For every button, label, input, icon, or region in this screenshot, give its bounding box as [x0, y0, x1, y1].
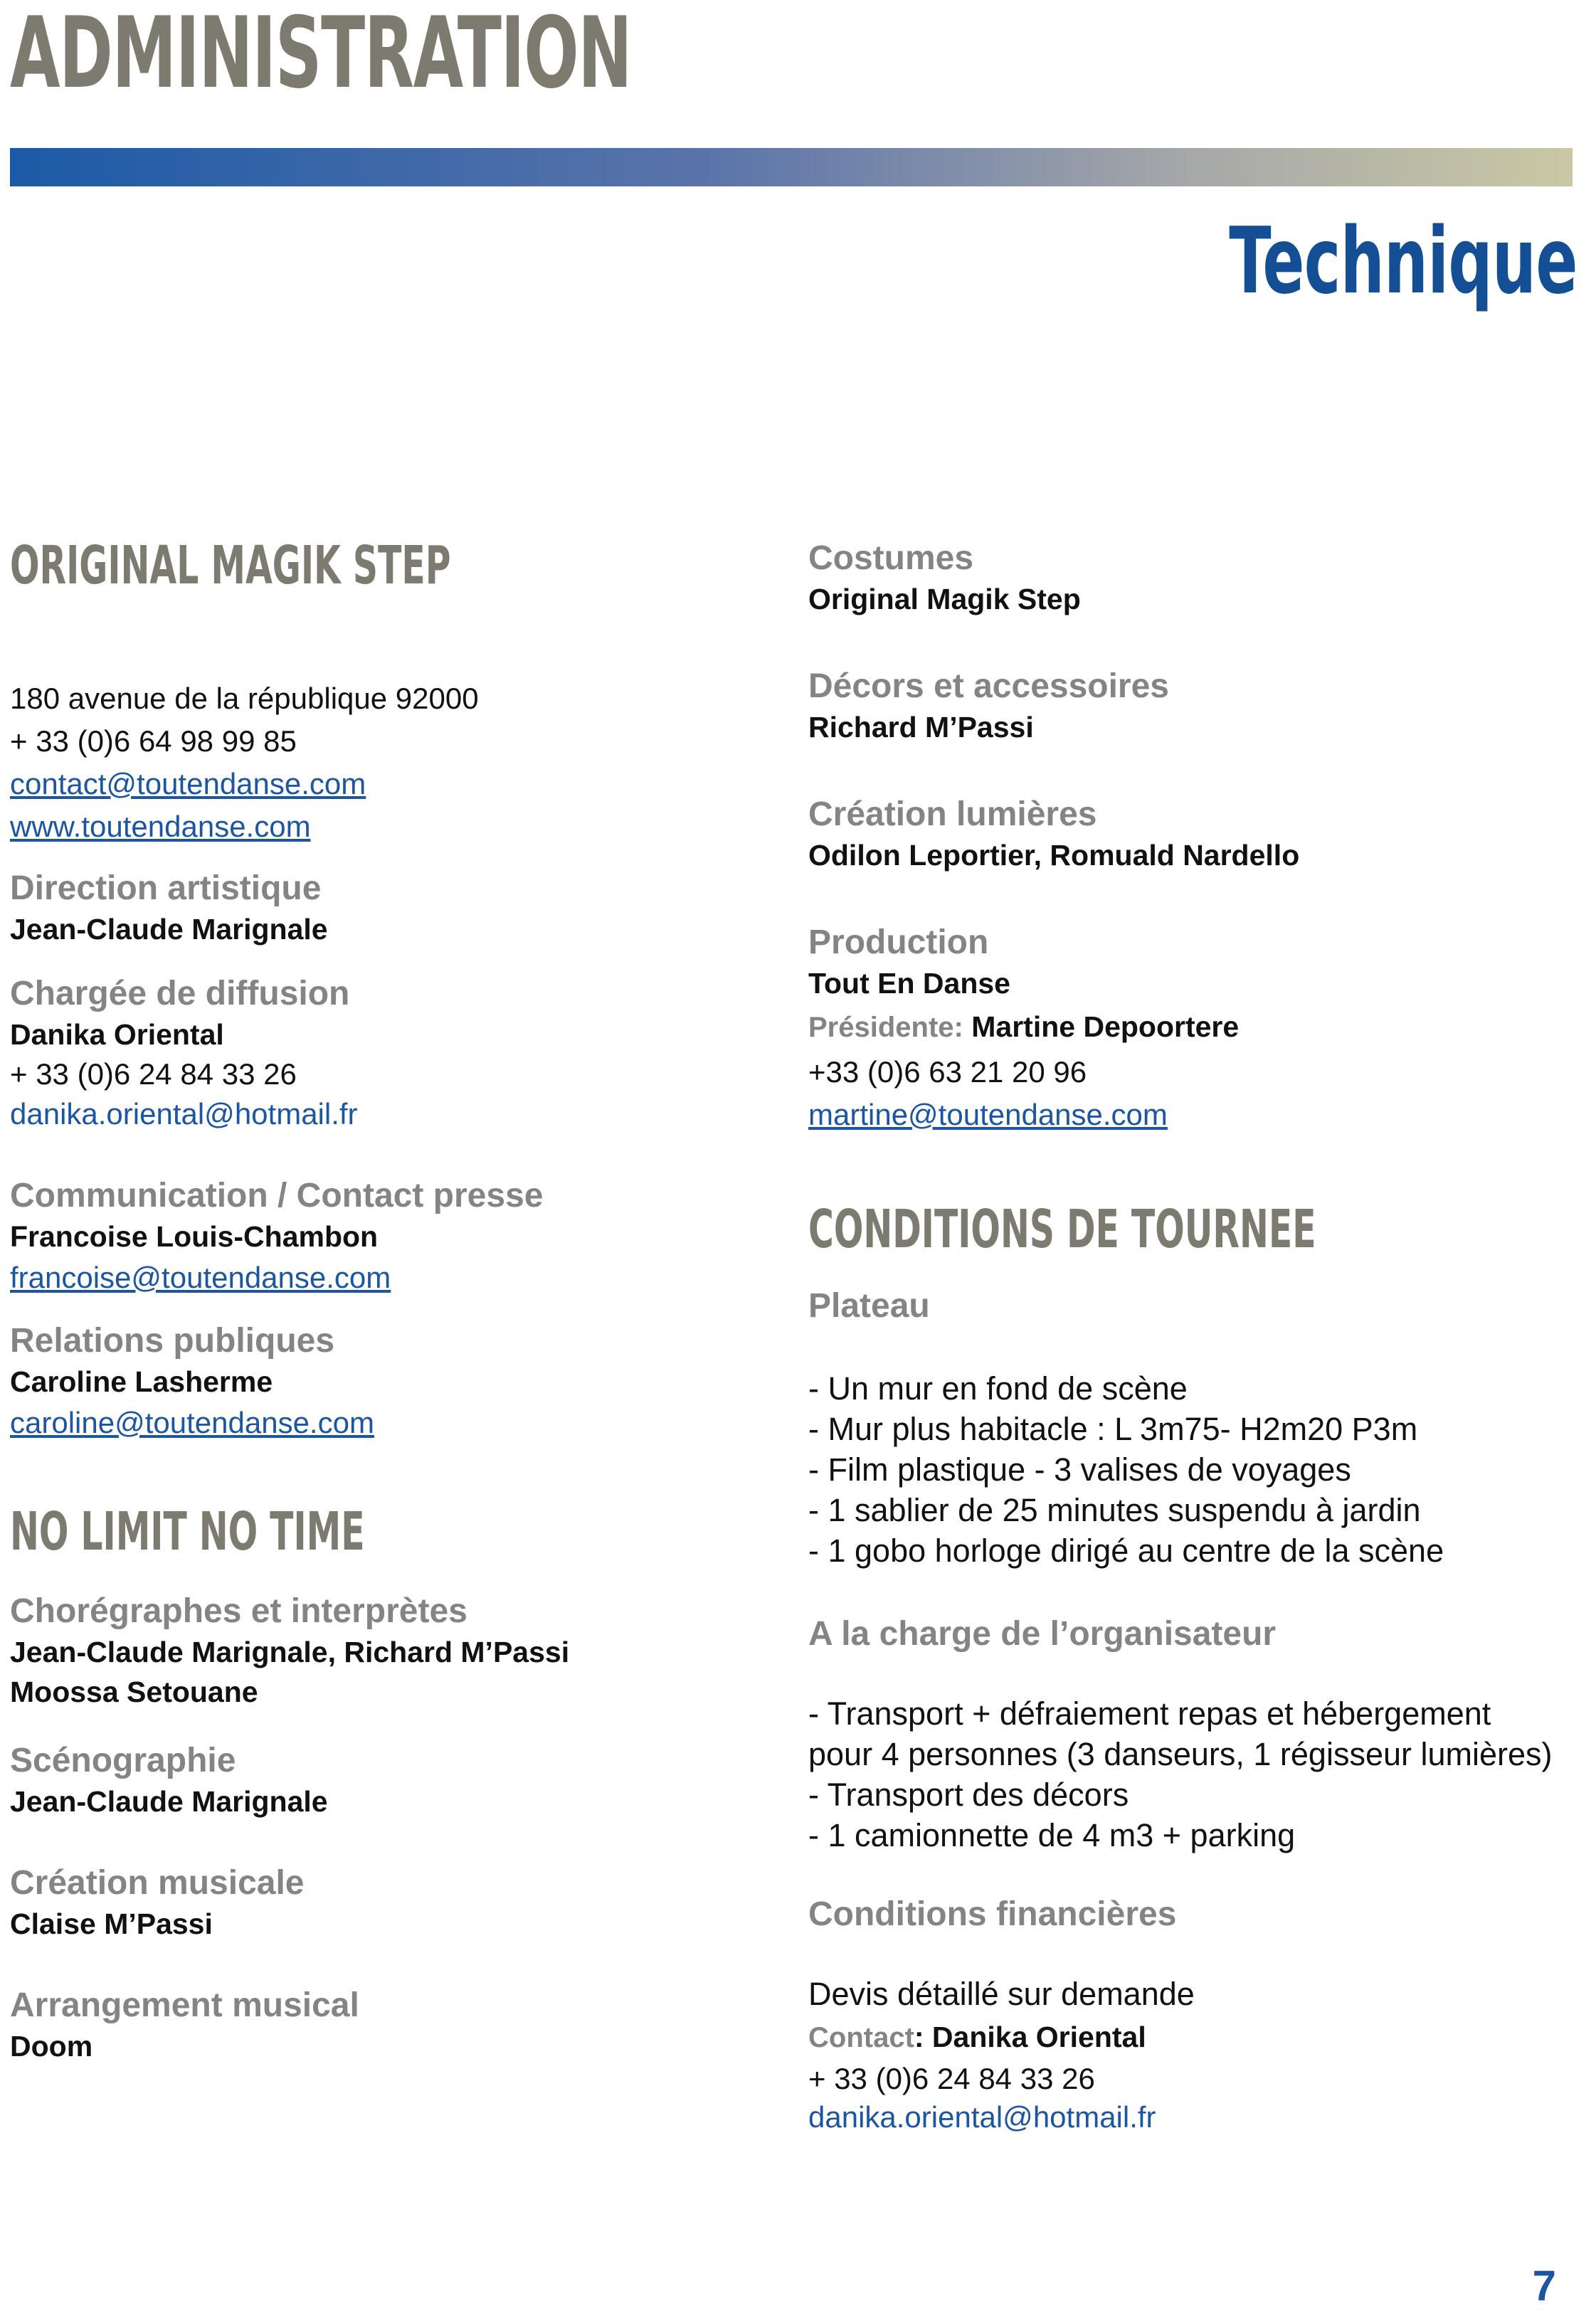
production-email-link[interactable]: martine@toutendanse.com: [808, 1098, 1168, 1131]
lights-heading: Création lumières: [808, 795, 1097, 833]
page-title: ADMINISTRATION: [10, 0, 632, 110]
organizer-item: pour 4 personnes (3 danseurs, 1 régisseur lumières): [808, 1736, 1553, 1772]
direction-name: Jean-Claude Marignale: [10, 913, 328, 946]
communication-heading: Communication / Contact presse: [10, 1177, 544, 1214]
financial-text: Devis détaillé sur demande: [808, 1976, 1195, 2012]
diffusion-name: Danika Oriental: [10, 1018, 224, 1051]
financial-phone: + 33 (0)6 24 84 33 26: [808, 2062, 1095, 2095]
right-column: [808, 538, 1584, 2137]
production-phone: +33 (0)6 63 21 20 96: [808, 1055, 1087, 1089]
plateau-item: - Film plastique - 3 valises de voyages: [808, 1451, 1351, 1488]
production-heading: Production: [808, 923, 989, 961]
organizer-item: - Transport des décors: [808, 1777, 1129, 1813]
financial-email-link[interactable]: danika.oriental@hotmail.fr: [808, 2100, 1156, 2134]
financial-contact-label: Contact: [808, 2022, 914, 2053]
organizer-heading: A la charge de l’organisateur: [808, 1615, 1277, 1653]
organizer-item: - 1 camionnette de 4 m3 + parking: [808, 1817, 1296, 1853]
decors-heading: Décors et accessoires: [808, 667, 1169, 705]
costumes-heading: Costumes: [808, 539, 974, 577]
company-title: ORIGINAL MAGIK STEP: [10, 535, 451, 596]
communication-name: Francoise Louis-Chambon: [10, 1220, 379, 1253]
diffusion-email-link[interactable]: danika.oriental@hotmail.fr: [10, 1097, 358, 1131]
financial-contact-name: : Danika Oriental: [914, 2021, 1146, 2053]
page-subtitle: Technique: [1229, 208, 1577, 314]
plateau-item: - Un mur en fond de scène: [808, 1370, 1188, 1407]
diffusion-phone: + 33 (0)6 24 84 33 26: [10, 1057, 297, 1091]
president-line: [808, 1003, 1584, 1051]
production-name: Tout En Danse: [808, 967, 1010, 1000]
plateau-item: - Mur plus habitacle : L 3m75- H2m20 P3m: [808, 1411, 1418, 1447]
gradient-divider: [10, 148, 1573, 186]
arrangement-name: Doom: [10, 2030, 93, 2063]
conditions-title: CONDITIONS DE TOURNEE: [808, 1199, 1316, 1260]
financial-heading: Conditions financières: [808, 1895, 1177, 1933]
plateau-item: - 1 sablier de 25 minutes suspendu à jardin: [808, 1492, 1421, 1528]
music-name: Claise M’Passi: [10, 1907, 213, 1940]
relations-name: Caroline Lasherme: [10, 1365, 273, 1398]
arrangement-heading: Arrangement musical: [10, 1986, 359, 2024]
diffusion-heading: Chargée de diffusion: [10, 975, 350, 1012]
direction-heading: Direction artistique: [10, 869, 322, 907]
plateau-heading: Plateau: [808, 1287, 930, 1325]
page-number: 7: [1532, 2262, 1556, 2309]
choreographers-line-2: Moossa Setouane: [10, 1676, 258, 1708]
organizer-item: - Transport + défraiement repas et hébergement: [808, 1695, 1491, 1732]
company-email-link[interactable]: contact@toutendanse.com: [10, 767, 366, 800]
choreographers-line-1: Jean-Claude Marignale, Richard M’Passi: [10, 1636, 570, 1668]
president-name: Martine Depoortere: [971, 1010, 1240, 1043]
relations-heading: Relations publiques: [10, 1322, 335, 1360]
scenography-heading: Scénographie: [10, 1742, 236, 1779]
choreographers-heading: Chorégraphes et interprètes: [10, 1592, 467, 1630]
relations-email-link[interactable]: caroline@toutendanse.com: [10, 1406, 374, 1439]
music-heading: Création musicale: [10, 1864, 305, 1902]
left-column: [10, 534, 778, 2066]
costumes-name: Original Magik Step: [808, 583, 1081, 615]
financial-contact-line: [808, 2014, 1584, 2060]
president-label: Présidente:: [808, 1012, 963, 1043]
decors-name: Richard M’Passi: [808, 711, 1034, 743]
plateau-item: - 1 gobo horloge dirigé au centre de la scène: [808, 1533, 1444, 1569]
show-title: NO LIMIT NO TIME: [10, 1501, 365, 1562]
company-website-link[interactable]: www.toutendanse.com: [10, 810, 311, 843]
communication-email-link[interactable]: francoise@toutendanse.com: [10, 1261, 391, 1294]
lights-name: Odilon Leportier, Romuald Nardello: [808, 839, 1300, 872]
company-address: 180 avenue de la république 92000: [10, 682, 479, 715]
company-phone: + 33 (0)6 64 98 99 85: [10, 724, 297, 758]
scenography-name: Jean-Claude Marignale: [10, 1785, 328, 1818]
